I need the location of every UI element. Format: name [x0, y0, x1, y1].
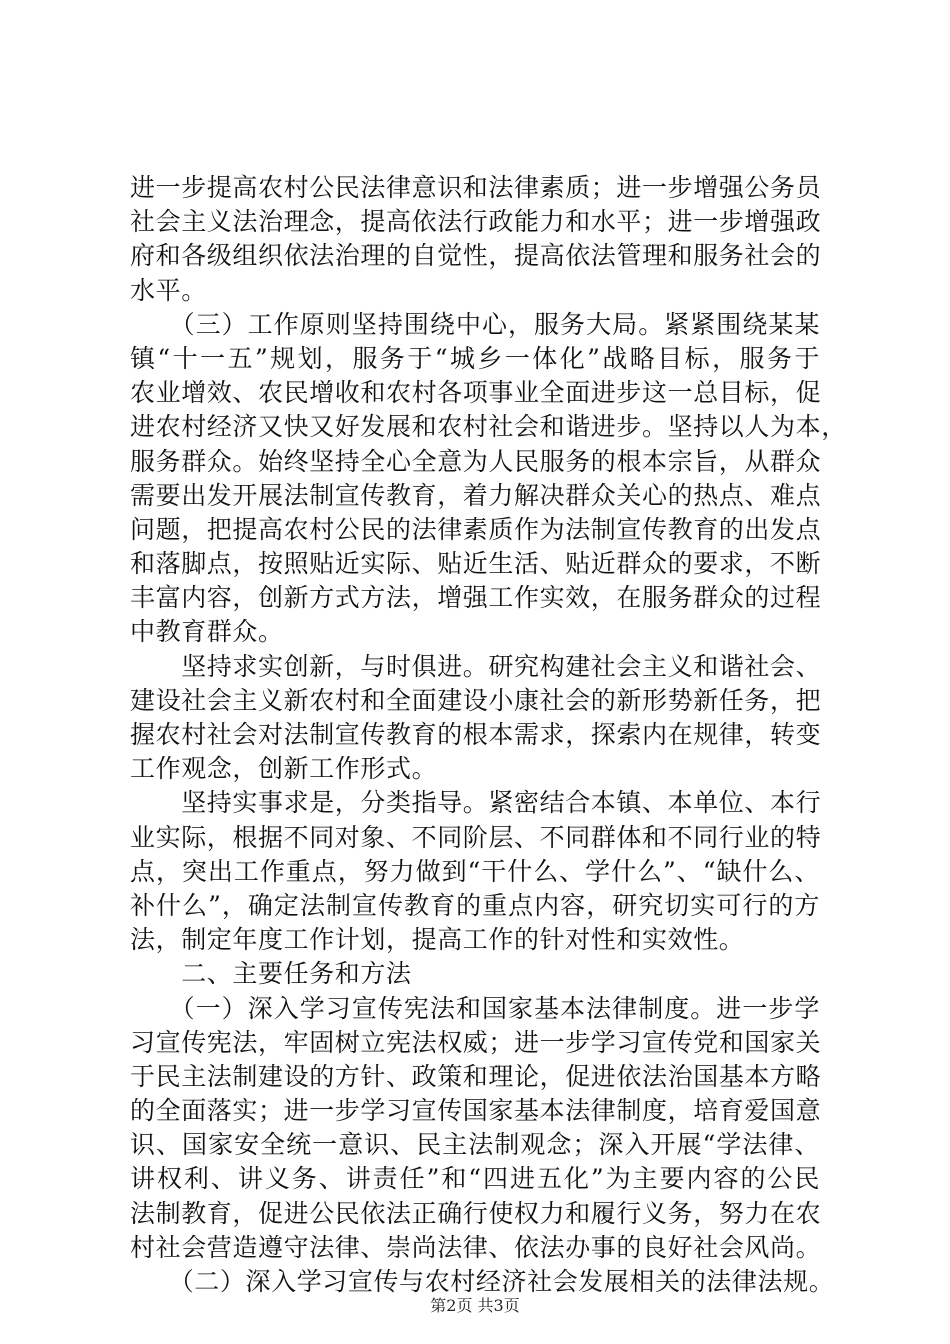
document-body	[130, 171, 847, 1299]
text-line: 点，突出工作重点，努力做到“干什么、学什么”、“缺什么、	[130, 856, 820, 886]
text-line: 需要出发开展法制宣传教育，着力解决群众关心的热点、难点	[130, 480, 822, 510]
text-line: 和落脚点，按照贴近实际、贴近生活、贴近群众的要求，不断	[130, 549, 822, 579]
text-line: 进一步提高农村公民法律意识和法律素质；进一步增强公务员	[130, 173, 822, 202]
text-line: （二）深入学习宣传与农村经济社会发展相关的法律法规。	[130, 1267, 835, 1296]
text-line: 习宣传宪法，牢固树立宪法权威；进一步学习宣传党和国家关	[130, 1027, 822, 1057]
text-line: 二、主要任务和方法	[130, 959, 412, 989]
text-line: 握农村社会对法制宣传教育的根本需求，探索内在规律，转变	[130, 720, 822, 749]
text-line: 于民主法制建设的方针、政策和理论，促进依法治国基本方略	[130, 1061, 822, 1091]
text-line: 识、国家安全统一意识、民主法制观念；深入开展“学法律、	[130, 1130, 820, 1160]
text-line: 工作观念，创新工作形式。	[130, 754, 438, 784]
text-line: 业实际，根据不同对象、不同阶层、不同群体和不同行业的特	[130, 822, 822, 852]
text-line: 法，制定年度工作计划，提高工作的针对性和实效性。	[130, 925, 745, 955]
text-line: 镇“十一五”规划，服务于“城乡一体化”战略目标，服务于	[130, 343, 820, 373]
text-line: 的全面落实；进一步学习宣传国家基本法律制度，培育爱国意	[130, 1096, 822, 1126]
text-line: 府和各级组织依法治理的自觉性，提高依法管理和服务社会的	[130, 241, 822, 271]
text-line: 农业增效、农民增收和农村各项事业全面进步这一总目标，促	[130, 378, 822, 408]
text-line: 坚持实事求是，分类指导。紧密结合本镇、本单位、本行	[130, 788, 822, 818]
text-line: 社会主义法治理念，提高依法行政能力和水平；进一步增强政	[130, 207, 822, 237]
page-footer: 第2页 共3页	[430, 1296, 520, 1315]
text-line: 建设社会主义新农村和全面建设小康社会的新形势新任务，把	[130, 685, 822, 715]
text-line: 服务群众。始终坚持全心全意为人民服务的根本宗旨，从群众	[130, 446, 822, 476]
text-line: 坚持求实创新，与时俱进。研究构建社会主义和谐社会、	[130, 651, 822, 681]
text-line: 进农村经济又快又好发展和农村社会和谐进步。坚持以人为本，	[130, 412, 847, 442]
text-line: 水平。	[130, 275, 207, 305]
text-line: 中教育群众。	[130, 617, 284, 647]
text-line: 丰富内容，创新方式方法，增强工作实效，在服务群众的过程	[130, 583, 822, 613]
text-line: 补什么”，确定法制宣传教育的重点内容，研究切实可行的方	[130, 890, 820, 920]
text-line: 讲权利、讲义务、讲责任”和“四进五化”为主要内容的公民	[130, 1164, 820, 1194]
text-line: （一）深入学习宣传宪法和国家基本法律制度。进一步学	[130, 993, 820, 1023]
text-line: （三）工作原则坚持围绕中心，服务大局。紧紧围绕某某	[130, 309, 820, 339]
text-line: 村社会营造遵守法律、崇尚法律、依法办事的良好社会风尚。	[130, 1232, 822, 1262]
text-line: 问题，把提高农村公民的法律素质作为法制宣传教育的出发点	[130, 514, 822, 544]
text-line: 法制教育，促进公民依法正确行使权力和履行义务，努力在农	[130, 1198, 822, 1228]
